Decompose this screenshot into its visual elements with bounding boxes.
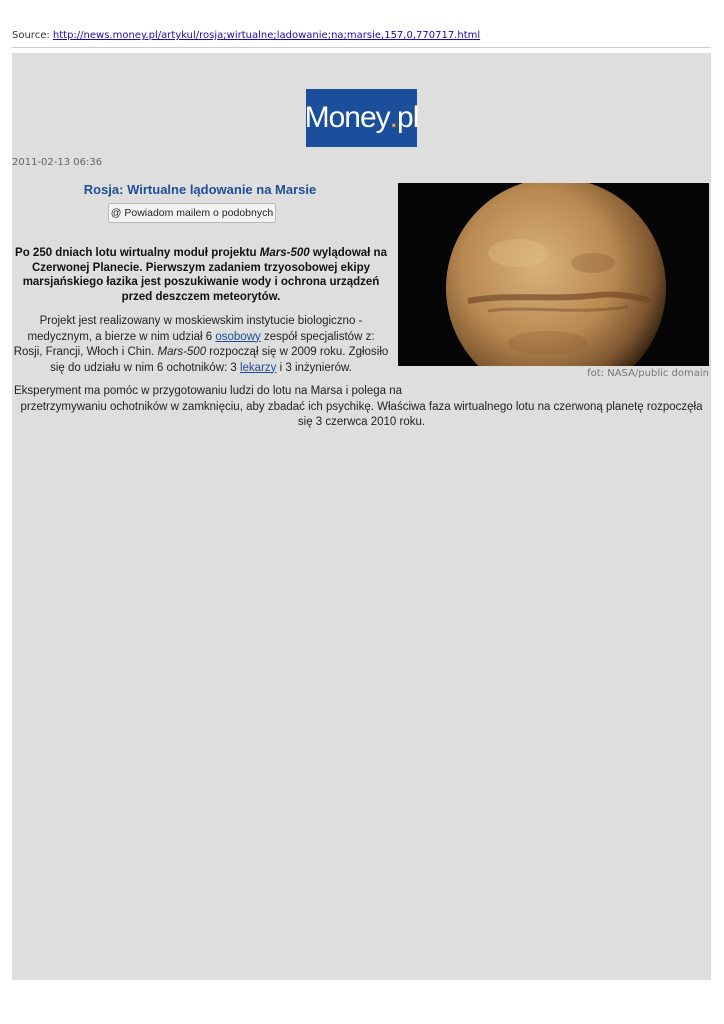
source-line (12, 30, 480, 42)
link-osobowy[interactable]: osobowy (215, 330, 261, 343)
source-link[interactable]: http://news.money.pl/artykul/rosja;wirtualne;ladowanie;na;marsie,157,0,770717.html (52, 30, 481, 41)
p1-text-a: Projekt jest realizowany w moskiewskim instytucie biologiczno - medycznym, a bierze w nim udział 6 (27, 315, 363, 343)
article-paragraph-1 (12, 314, 390, 376)
logo-text-b: pl (397, 101, 419, 134)
article-lead (12, 246, 390, 304)
p2-line-1: Eksperyment ma pomóc w przygotowaniu ludzi do lotu na Marsa i polega na (14, 385, 403, 397)
lead-text-2: wylądował na Czerwonej Planecie. Pierwszym zadaniem trzyosobowej ekipy marsjańskiego łazika jest poszukiwanie wody i ochrona urządzeń przed deszczem meteorytów. (22, 247, 387, 303)
link-lekarzy[interactable]: lekarzy (239, 361, 277, 374)
p2-rest: przetrzymywaniu ochotników w zamknięciu, aby zbadać ich psychikę. Właściwa faza wirtualnego lotu na czerwoną planetę rozpoczęła się 3 czerwca 2010 roku. (20, 400, 703, 428)
divider (12, 47, 711, 48)
source-label: Source: (12, 30, 50, 41)
p1-text-b: zespół specjalistów z: Rosji, Francji, Włoch i Chin. (13, 330, 375, 358)
p1-project-name: Mars-500 (157, 346, 207, 358)
money-pl-logo (306, 89, 417, 147)
lead-project-name: Mars-500 (259, 247, 310, 259)
article-title: Rosja: Wirtualne lądowanie na Marsie (83, 182, 317, 197)
article-paragraph-2 (12, 384, 711, 431)
article-date: 2011-02-13 06:36 (12, 157, 103, 168)
p1-text-d: i 3 inżynierów. (276, 361, 352, 374)
mars-photo (398, 183, 709, 366)
p1-text-c: rozpoczął się w 2009 roku. Zgłosiło się do udziału w nim 6 ochotników: 3 (50, 346, 389, 374)
photo-credit: fot: NASA/public domain (587, 368, 709, 379)
notify-by-email-button[interactable]: @ Powiadom mailem o podobnych (108, 203, 276, 223)
lead-text-1: Po 250 dniach lotu wirtualny moduł projektu (15, 247, 260, 259)
mars-planet-image (398, 183, 709, 366)
logo-text-a: Money (304, 101, 390, 134)
logo-dot: . (389, 101, 398, 134)
